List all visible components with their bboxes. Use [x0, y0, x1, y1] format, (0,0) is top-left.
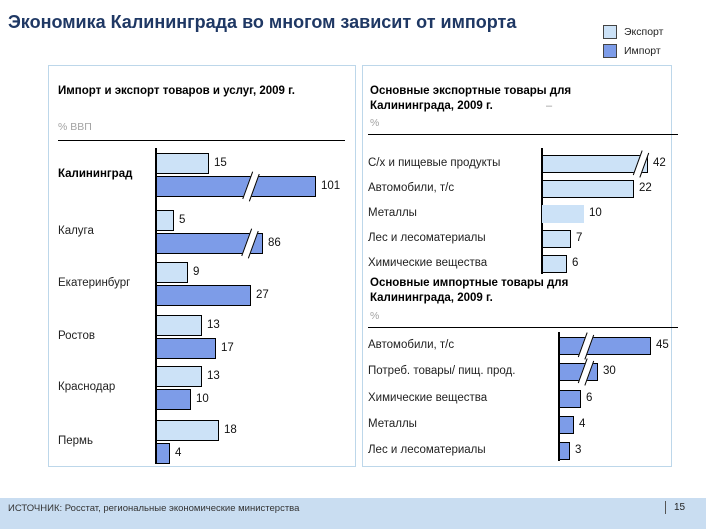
- category-label: Потреб. товары/ пищ. прод.: [368, 365, 516, 377]
- value-label: 6: [572, 257, 579, 269]
- export-goods-unit: %: [370, 117, 380, 129]
- page-number: 15: [674, 502, 686, 513]
- value-label: 45: [656, 339, 669, 351]
- value-label: 10: [196, 392, 209, 405]
- bar: [542, 155, 648, 173]
- legend-label-import: Импорт: [624, 44, 661, 57]
- import-goods-unit: %: [370, 310, 380, 322]
- legend-label-export: Экспорт: [624, 25, 664, 38]
- value-label: 10: [589, 207, 602, 219]
- trade-chart-unit: % ВВП: [58, 121, 92, 133]
- category-label: Краснодар: [58, 381, 116, 393]
- category-label: Автомобили, т/с: [368, 339, 455, 351]
- trade-chart-title: Импорт и экспорт товаров и услуг, 2009 г.: [58, 85, 295, 97]
- source-text: ИСТОЧНИК: Росстат, региональные экономические министерства: [8, 503, 300, 514]
- value-label: 6: [586, 392, 593, 404]
- category-label: Екатеринбург: [58, 277, 131, 289]
- value-label: 4: [579, 418, 586, 430]
- category-label: Калининград: [58, 168, 133, 180]
- export-goods-title: Основные экспортные товары для Калининграда, 2009 г.: [370, 85, 572, 112]
- import-bar: [156, 176, 316, 197]
- category-label: Ростов: [58, 330, 95, 342]
- value-label: 15: [214, 156, 227, 169]
- bar: [542, 230, 571, 248]
- category-label: Химические вещества: [368, 257, 488, 269]
- value-label: 22: [639, 182, 652, 194]
- value-label: 17: [221, 341, 234, 354]
- value-label: 27: [256, 288, 269, 301]
- category-label: Автомобили, т/с: [368, 182, 455, 194]
- export-bar: [156, 262, 188, 283]
- import-goods-title: Основные импортные товары для Калининграда, 2009 г.: [370, 277, 569, 304]
- import-bar: [156, 389, 191, 410]
- category-label: С/х и пищевые продукты: [368, 157, 501, 169]
- value-label: 42: [653, 157, 666, 169]
- value-label: 4: [175, 446, 182, 459]
- value-label: 5: [179, 213, 186, 226]
- bar: [559, 442, 570, 460]
- category-label: Пермь: [58, 435, 93, 447]
- category-label: Лес и лесоматериалы: [368, 444, 486, 456]
- import-bar: [156, 443, 170, 464]
- page-divider: [665, 501, 666, 514]
- value-label: 3: [575, 444, 582, 456]
- value-label: 30: [603, 365, 616, 377]
- slide-title: Экономика Калининграда во многом зависит от импорта: [8, 12, 517, 32]
- category-label: Химические вещества: [368, 392, 488, 404]
- dash-mark: –: [546, 100, 553, 112]
- import-bar: [156, 285, 251, 306]
- export-bar: [156, 420, 219, 441]
- category-label: Металлы: [368, 418, 417, 430]
- bar: [559, 337, 651, 355]
- export-bar: [156, 366, 202, 387]
- value-label: 9: [193, 265, 200, 278]
- bar: [559, 390, 581, 408]
- bar: [542, 180, 634, 198]
- category-label: Лес и лесоматериалы: [368, 232, 486, 244]
- export-bar: [156, 153, 209, 174]
- bar: [542, 205, 584, 223]
- bar: [559, 416, 574, 434]
- value-label: 13: [207, 318, 220, 331]
- export-bar: [156, 315, 202, 336]
- category-label: Металлы: [368, 207, 417, 219]
- value-label: 86: [268, 236, 281, 249]
- value-label: 7: [576, 232, 583, 244]
- value-label: 18: [224, 423, 237, 436]
- export-bar: [156, 210, 174, 231]
- import-bar: [156, 338, 216, 359]
- category-label: Калуга: [58, 225, 94, 237]
- value-label: 13: [207, 369, 220, 382]
- value-label: 101: [321, 179, 341, 192]
- bar: [542, 255, 567, 273]
